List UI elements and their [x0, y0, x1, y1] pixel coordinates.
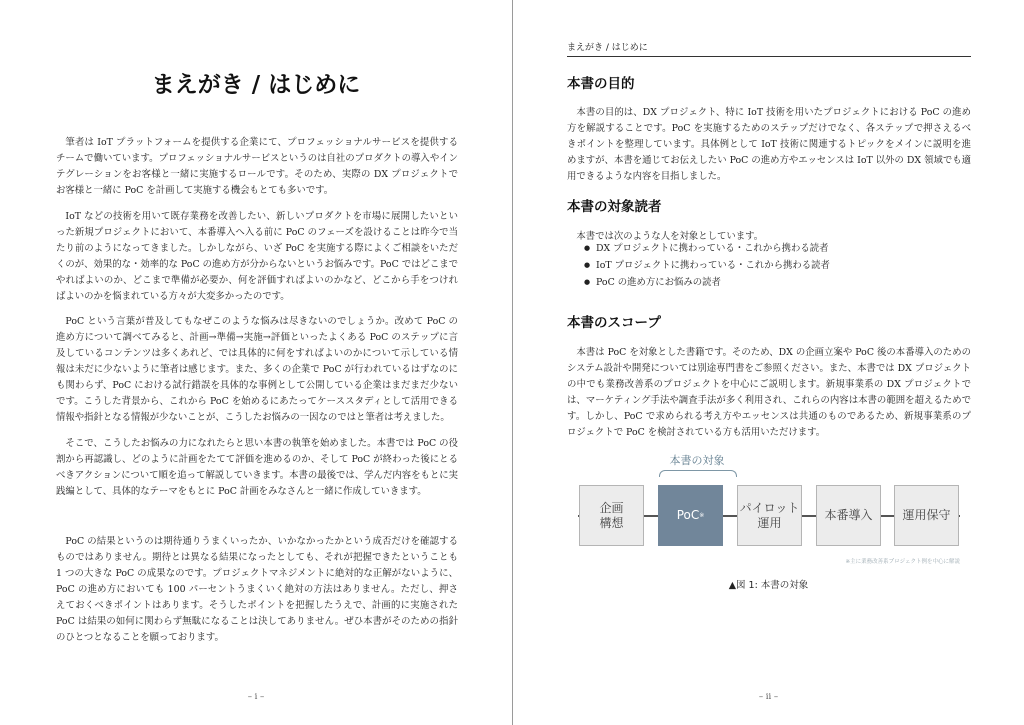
figure-step-pilot: パイロット 運用	[737, 485, 802, 546]
left-body	[56, 126, 458, 656]
paragraph: 本書では次のような人を対象としています。	[576, 231, 764, 243]
paragraph: そこで、こうしたお悩みの力になれたらと思い本書の執筆を始めました。本書では PoC の役割から再認識し、どのように計画をたてて評価を進めるのか、そして PoC が終わった後にとるべきアクションについて順を追って解説していきます。本書の最後では、学んだ内容をもとに実践編として、具体的なテーマをもとに PoC 計画をみなさんと一緒に作成していきます。	[56, 437, 458, 497]
figure-target-label: 本書の対象	[669, 454, 725, 467]
list-item: ● IoT プロジェクトに携わっている・これから携わる読者	[584, 257, 830, 274]
figure-note: ※主に業務改善系プロジェクト例を中心に解説	[845, 559, 960, 565]
section-title-purpose: 本書の目的	[567, 76, 635, 92]
figure-step-planning: 企画 構想	[579, 485, 644, 546]
section-body-scope	[567, 336, 971, 451]
page-number-left: – i –	[247, 692, 265, 702]
figure-step-poc	[658, 485, 723, 546]
figure-step-operation: 運用保守	[894, 485, 959, 546]
paragraph: PoC という言葉が普及してもなぜこのような悩みは尽きないのでしょうか。改めて PoC の進め方について調べてみると、計画→準備→実施→評価といったよくある PoC のステップに言及しているコンテンツは多くあれど、では具体的に何をすればよいのかについて示している情報は未だに少ないように筆者は感じます。また、多くの企業で PoC が行われているはずなのにも関わらず、PoC における試行錯誤を具体的な事例として公開している企業はまだまだ少ないです。こうした背景から、これから PoC を始めるにあたってケーススタディとして活用できる情報や指針となる情報が少ないことが、こうしたお悩みの一因なのではと筆者は考えました。	[56, 316, 458, 424]
audience-list	[584, 240, 830, 291]
paragraph: PoC の結果というのは期待通りうまくいったか、いかなかったかという成否だけを確認するものではありません。期待とは異なる結果になったとしても、それが把握できたということも 1 つの大きな PoC の成果なのです。プロジェクトマネジメントに絶対的な正解がないように、PoC の進め方においても 100 パーセントうまくいく絶対の方法はありません。ただし、押さえておくべきポイントはあります。そうしたポイントを把握したうえで、計画的に実施された PoC は結果の如何に関わらず無駄になることは決してありません。ぜひ本書がそのための指針のひとつとなることを願っております。	[56, 536, 458, 644]
page-title: まえがき / はじめに	[151, 72, 361, 98]
paragraph: 筆者は IoT プラットフォームを提供する企業にて、プロフェッショナルサービスを提供するチームで働いています。プロフェッショナルサービスというのは自社のプロダクトの導入やインテグレーションをお客様と一緒に実施するロールです。そのため、実際の DX プロジェクトでお客様と一緒に PoC を計画して実施する機会もとても多いです。	[56, 137, 458, 197]
running-header: まえがき / はじめに	[567, 40, 971, 57]
section-title-scope: 本書のスコープ	[567, 315, 661, 331]
page-number-right: – ii –	[758, 692, 779, 702]
figure-step-production: 本番導入	[816, 485, 881, 546]
figure-brace	[659, 470, 737, 477]
list-item: ● DX プロジェクトに携わっている・これから携わる読者	[584, 240, 830, 257]
list-item: ● PoC の進め方にお悩みの読者	[584, 274, 830, 291]
paragraph: 本書は PoC を対象とした書籍です。そのため、DX の企画立案や PoC 後の本番導入のためのシステム設計や開発については別途専門書をご参照ください。また、本書では DX プロジェクトの中でも業務改善系のプロジェクトを中心にご説明します。新規事業系の DX プロジェクトでは、マーケティング手法や調査手法が多く利用され、これらの内容は本書の範囲を超えるためです。しかし、PoC で求められる考え方やエッセンスは共通のものであるため、新規事業系のプロジェクトで PoC を検討されている方も活用いただけます。	[567, 347, 971, 439]
section-title-audience: 本書の対象読者	[567, 199, 662, 215]
figure-note-mark: ※	[699, 512, 705, 519]
paragraph: 本書の目的は、DX プロジェクト、特に IoT 技術を用いたプロジェクトにおける PoC の進め方を解説することです。PoC を実施するためのステップだけでなく、各ステップで押さえるべきポイントを整理しています。具体例として IoT 技術に関連するトピックをメインに説明を進めますが、本書を通じてお伝えしたい PoC の進め方やエッセンスは IoT 以外の DX 領域でも適用できるような内容を目指しました。	[567, 107, 971, 183]
figure-step-poc-label: PoC	[676, 508, 700, 522]
section-body-purpose	[567, 96, 971, 195]
figure-caption: ▲図 1: 本書の対象	[728, 580, 809, 591]
paragraph: IoT などの技術を用いて既存業務を改善したい、新しいプロダクトを市場に展開したいといった新規プロジェクトにおいて、本番導入へ入る前に PoC のフェーズを設けることは昨今で当たり前のようになってきました。しかしながら、いざ PoC を実施する際によくご相談をいただくのが、効果的な・効率的な PoC の進め方が分からないというお悩みです。PoC ではどこまでやればよいのか、どこまで準備が必要か、何を評価すればよいのかなど、どこから手をつければよいのかを悩まれている方々が大変多かったのです。	[56, 210, 458, 302]
